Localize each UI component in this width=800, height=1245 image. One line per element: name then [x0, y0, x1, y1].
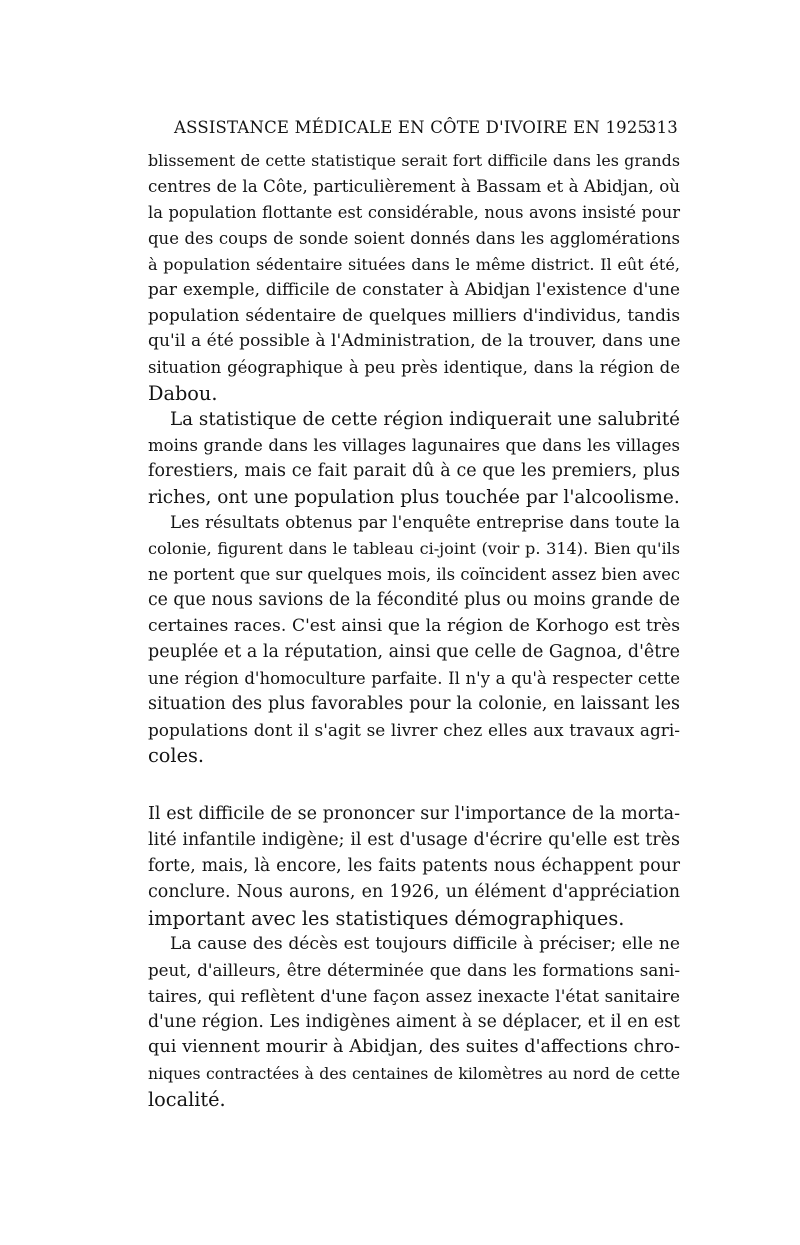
text-line: lité infantile indigène; il est d'usage d'écrire qu'elle est très — [148, 830, 680, 851]
text-line: conclure. Nous aurons, en 1926, un élément d'appréciation — [148, 882, 680, 903]
text-line: peuplée et a la réputation, ainsi que celle de Gagnoa, d'être — [148, 641, 680, 662]
text-line: forestiers, mais ce fait parait dû à ce que les premiers, plus — [148, 460, 680, 481]
text-line: la population flottante est considérable, nous avons insisté pour — [148, 202, 680, 222]
text-line: moins grande dans les villages lagunaires que dans les villages — [148, 435, 680, 455]
text-line: d'une région. Les indigènes aiment à se déplacer, et il en est — [148, 1011, 680, 1032]
text-line: ce que nous savions de la fécondité plus ou moins grande de — [148, 590, 680, 611]
text-line: Les résultats obtenus par l'enquête entreprise dans toute la — [170, 512, 680, 533]
text-line: à population sédentaire situées dans le même district. Il eût été, — [148, 254, 680, 274]
text-line: forte, mais, là encore, les faits patents nous échappent pour — [148, 856, 680, 877]
text-line: qui viennent mourir à Abidjan, des suites d'affections chro- — [148, 1037, 680, 1058]
text-line: certaines races. C'est ainsi que la région de Korhogo est très — [148, 616, 680, 637]
page-number: 313 — [645, 118, 678, 137]
text-line: populations dont il s'agit se livrer chez elles aux travaux agri- — [148, 719, 680, 740]
text-line: taires, qui reflètent d'une façon assez inexacte l'état sanitaire — [148, 985, 680, 1006]
text-line: que des coups de sonde soient donnés dans les agglomérations — [148, 228, 680, 248]
text-line: une région d'homoculture parfaite. Il n'y a qu'à respecter cette — [148, 668, 680, 688]
text-line: La statistique de cette région indiquerait une salubrité — [170, 408, 680, 430]
text-line: niques contractées à des centaines de kilomètres au nord de cette — [148, 1064, 680, 1084]
text-line: blissement de cette statistique serait fort difficile dans les grands — [148, 151, 680, 170]
text-line: coles. — [148, 744, 205, 768]
text-line: peut, d'ailleurs, être déterminée que dans les formations sani- — [148, 959, 680, 980]
body-text — [148, 148, 680, 1113]
paragraph-3 — [148, 510, 680, 769]
text-line: Il est difficile de se prononcer sur l'importance de la morta- — [148, 804, 680, 825]
paragraph-4 — [148, 802, 680, 931]
text-line: centres de la Côte, particulièrement à Bassam et à Abidjan, où — [148, 175, 680, 196]
paragraph-2 — [148, 407, 680, 511]
paragraph-1 — [148, 148, 680, 407]
paragraph-gap — [148, 769, 680, 802]
text-line: situation des plus favorables pour la colonie, en laissant les — [148, 693, 680, 714]
text-line: colonie, figurent dans le tableau ci-joint (voir p. 314). Bien qu'ils — [148, 539, 680, 559]
text-line: localité. — [148, 1088, 226, 1112]
text-line: par exemple, difficile de constater à Abidjan l'existence d'une — [148, 279, 680, 300]
text-line: population sédentaire de quelques milliers d'individus, tandis — [148, 305, 680, 326]
text-line: riches, ont une population plus touchée par l'alcoolisme. — [148, 486, 680, 508]
text-line: Dabou. — [148, 382, 218, 406]
text-line: important avec les statistiques démographiques. — [148, 906, 625, 930]
paragraph-5 — [148, 932, 680, 1113]
text-line: La cause des décès est toujours difficile à préciser; elle ne — [170, 933, 680, 954]
running-title: ASSISTANCE MÉDICALE EN CÔTE D'IVOIRE EN 1925. — [174, 118, 654, 137]
text-line: situation géographique à peu près identique, dans la région de — [148, 358, 680, 378]
text-line: ne portent que sur quelques mois, ils coïncident assez bien avec — [148, 565, 680, 585]
text-line: qu'il a été possible à l'Administration, de la trouver, dans une — [148, 331, 681, 352]
